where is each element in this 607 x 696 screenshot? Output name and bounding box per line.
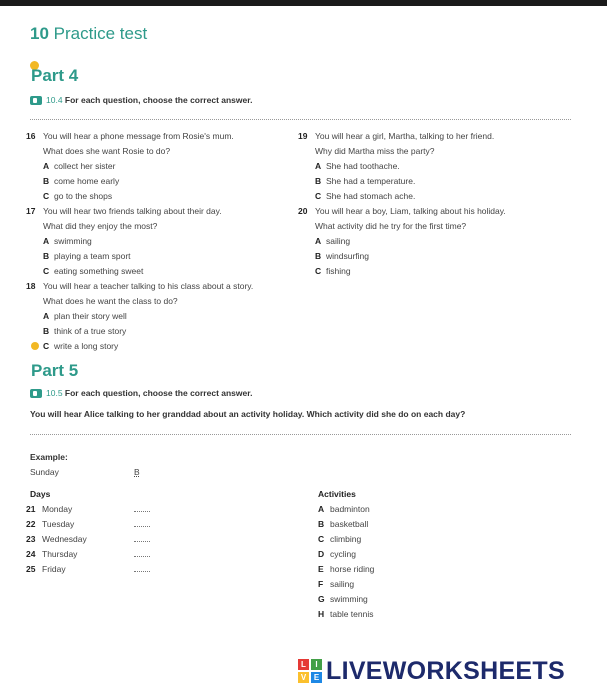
question-text: 17 You will hear two friends talking about their day.: [26, 204, 253, 219]
answer-blank[interactable]: [134, 503, 150, 512]
logo-squares: L I V E: [298, 659, 322, 683]
answer-option[interactable]: C fishing: [315, 266, 351, 276]
question-16: [26, 129, 253, 204]
part5-description: You will hear Alice talking to her granddad about an activity holiday. Which activity did she do on each day?: [30, 409, 466, 419]
divider: [30, 434, 571, 435]
question-text: What does he want the class to do?: [43, 296, 178, 306]
activity-row: H table tennis: [318, 609, 374, 619]
activity-row: A badminton: [318, 504, 370, 514]
answer-blank[interactable]: [134, 518, 150, 527]
question-col-right: [298, 129, 506, 279]
page-title: 10 Practice test: [30, 24, 148, 43]
question-col-left: [26, 129, 253, 354]
day-row: 23 Wednesday: [26, 532, 150, 547]
activities-column: Activities A badminton B basketball C climbing D cycling E horse riding F sailing G swimming H table tennis: [318, 487, 374, 622]
part5-instruction: 10.5 For each question, choose the correct answer.: [30, 388, 252, 398]
part4-instruction: 10.4 For each question, choose the correct answer.: [30, 95, 252, 105]
example-answer: B: [134, 467, 140, 477]
question-text: Why did Martha miss the party?: [315, 146, 435, 156]
question-text: 19 You will hear a girl, Martha, talking to her friend.: [298, 129, 506, 144]
question-19: [298, 129, 506, 204]
day-row: 24 Thursday: [26, 547, 150, 562]
answer-option[interactable]: A sailing: [315, 236, 351, 246]
divider: [30, 119, 571, 120]
question-text: 18 You will hear a teacher talking to his class about a story.: [26, 279, 253, 294]
question-text: What does she want Rosie to do?: [43, 146, 171, 156]
answer-option[interactable]: A collect her sister: [43, 161, 116, 171]
question-number: 16: [26, 131, 36, 141]
activity-row: E horse riding: [318, 564, 375, 574]
answer-option[interactable]: A She had toothache.: [315, 161, 400, 171]
day-row: 21 Monday: [26, 502, 150, 517]
question-text: 20 You will hear a boy, Liam, talking about his holiday.: [298, 204, 506, 219]
audio-speaker-icon[interactable]: [30, 96, 42, 105]
activity-row: F sailing: [318, 579, 355, 589]
part4-heading: Part 4: [31, 66, 79, 85]
audio-speaker-icon[interactable]: [30, 389, 42, 398]
top-bar: [0, 0, 607, 6]
answer-option[interactable]: C write a long story: [43, 341, 119, 351]
part5-heading: Part 5: [31, 361, 79, 380]
answer-option[interactable]: C go to the shops: [43, 191, 113, 201]
question-text: What did they enjoy the most?: [43, 221, 158, 231]
activity-row: D cycling: [318, 549, 356, 559]
answer-blank[interactable]: [134, 533, 150, 542]
question-text: What activity did he try for the first time?: [315, 221, 467, 231]
answer-option[interactable]: B come home early: [43, 176, 120, 186]
question-text: 16 You will hear a phone message from Rosie's mum.: [26, 129, 253, 144]
answer-option[interactable]: B She had a temperature.: [315, 176, 416, 186]
question-number: 19: [298, 131, 308, 141]
activity-row: G swimming: [318, 594, 368, 604]
answer-option[interactable]: C eating something sweet: [43, 266, 144, 276]
marker-dot-q18[interactable]: [31, 342, 39, 350]
answer-blank[interactable]: [134, 563, 150, 572]
day-row: 25 Friday: [26, 562, 150, 577]
days-column: Days 21 Monday 22 Tuesday 23 Wednesday 24 Thursday 25 Friday: [26, 487, 150, 577]
question-number: 18: [26, 281, 36, 291]
answer-option[interactable]: A plan their story well: [43, 311, 127, 321]
question-number: 17: [26, 206, 36, 216]
question-17: [26, 204, 253, 279]
answer-option[interactable]: C She had stomach ache.: [315, 191, 416, 201]
answer-option[interactable]: A swimming: [43, 236, 92, 246]
answer-option[interactable]: B windsurfing: [315, 251, 369, 261]
example-block: Example: Sunday B: [30, 452, 140, 477]
question-20: [298, 204, 506, 279]
liveworksheets-logo: L I V E LIVEWORKSHEETS: [298, 656, 565, 686]
answer-blank[interactable]: [134, 548, 150, 557]
activity-row: C climbing: [318, 534, 362, 544]
day-row: 22 Tuesday: [26, 517, 150, 532]
activity-row: B basketball: [318, 519, 369, 529]
question-number: 20: [298, 206, 308, 216]
title-text: Practice test: [53, 24, 148, 43]
question-18: [26, 279, 253, 354]
answer-option[interactable]: B think of a true story: [43, 326, 127, 336]
answer-option[interactable]: B playing a team sport: [43, 251, 131, 261]
